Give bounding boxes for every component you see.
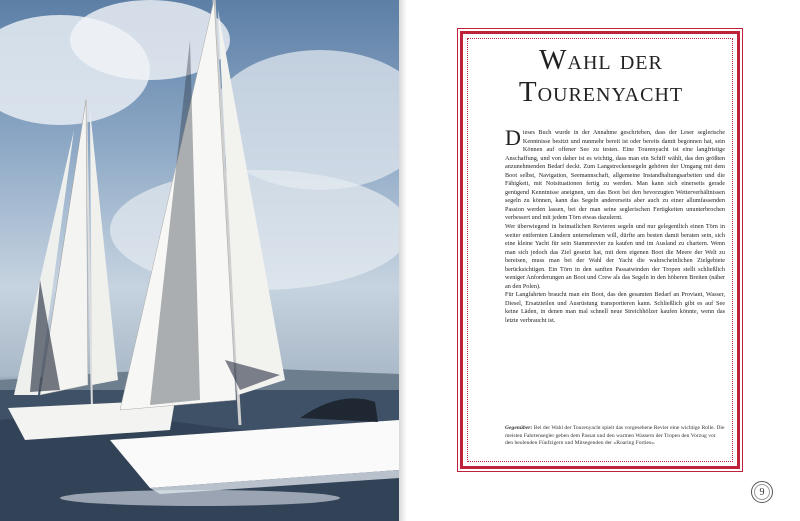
caption-text: Bei der Wahl der Tourenyacht spielt das vorgesehene Revier eine wichtige Rolle. Die meisten Fahrtensegler geben dem Passat und den warmen Wassern der Tropen den Vorzug vor den heulenden Fünfzigern und Mitsegenden der »Roaring Forties«.: [505, 425, 725, 447]
paragraph-1: [505, 125, 725, 223]
paragraph-2: Wer überwiegend in heimatlichen Revieren segeln und nur gelegentlich einen Törn in weiter entfernten Ländern unternehmen will, dürfte am besten damit beraten sein, sich eine kleine Yacht für sein Stammrevier zu kaufen und im Ausland zu chartern. Wenn man sich jedoch das Ziel gesetzt hat, mit dem eigenen Boot die Meere der Welt zu bereisen, muss man bei der Wahl der Yacht die wahrscheinlichen Zielgebiete berücksichtigen. Ein Törn in den sanften Passatwinden der Tropen stellt schließlich weniger Anforderungen an Boot und Crew als das Segeln in den höheren Breiten (näher an den Polen).: [505, 223, 725, 290]
paragraph-3: Für Langfahrten braucht man ein Boot, das den gesamten Bedarf an Proviant, Wasser, Diesel, Ersatzteilen und Ausrüstung transportieren kann. Schließlich gibt es auf See keine Läden, in denen man mal schnell neue Streichhölzer kaufen könnte, wenn das letzte verbraucht ist.: [505, 291, 725, 325]
drop-cap: D: [505, 125, 521, 150]
page-number-label: 9: [759, 486, 765, 498]
chapter-title: [470, 44, 732, 108]
chapter-title-line-2: Tourenyacht: [518, 76, 684, 108]
yachts-illustration: [0, 0, 399, 521]
page-number: [751, 481, 773, 503]
paragraph-1-text: ieses Buch wurde in der Annahme geschrieben, dass der Leser seglerische Kenntnisse besitzt und nunmehr bereit ist oder bereits damit begonnen hat, sein Können auf offener See zu testen. Eine Tourenyacht ist eine langfristige Anschaffung, und von daher ist es wichtig, dass man ein Schiff wählt, das den größten anzunehmenden Bedarf deckt. Zum Langstreckensegeln gehören der Umgang mit dem Boot selbst, Navigation, Seemannschaft, allgemeine Instandhaltungsarbeiten und die Fähigkeit, mit Notsituationen fertig zu werden. Man kann sich einerseits gerade genügend Kenntnisse aneignen, um das Boot bei den bevorzugten Wetterverhältnissen segeln zu können, kann das Segeln andererseits aber auch zu einer allumfassenden Passion werden lassen, bei der man seine seglerischen Fertigkeiten ununterbrochen verbessert und mit jedem Törn etwas dazulernt.: [505, 129, 725, 222]
photo-caption: [505, 425, 725, 448]
chapter-title-line-1: Wahl der: [539, 44, 663, 76]
sailing-yachts-photo: [0, 0, 399, 521]
caption-lead: Gegenüber:: [505, 425, 533, 431]
body-text: [505, 125, 725, 326]
page-gutter: [399, 0, 407, 521]
